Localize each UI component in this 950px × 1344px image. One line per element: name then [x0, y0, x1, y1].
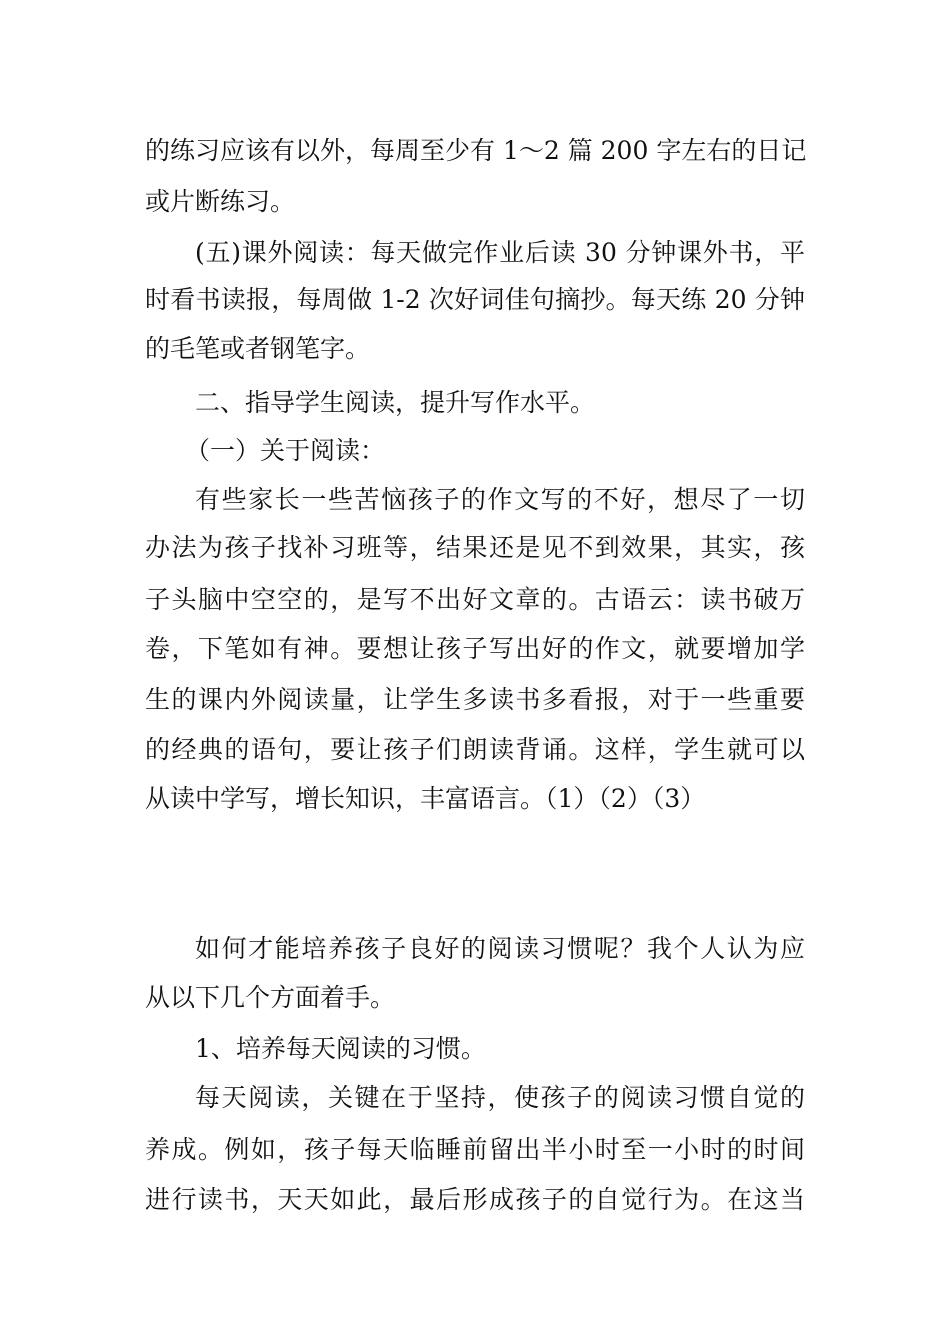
text-line: 的经典的语句，要让孩子们朗读背诵。这样，学生就可以	[145, 735, 805, 764]
text-line: 从读中学写，增长知识，丰富语言。（1）（2）（3）	[145, 784, 706, 813]
text-line: 的练习应该有以外，每周至少有 1～2 篇 200 字左右的日记	[145, 136, 807, 165]
text-line: 子头脑中空空的，是写不出好文章的。古语云：读书破万	[145, 585, 805, 614]
text-line: 的毛笔或者钢笔字。	[145, 334, 371, 363]
text-line: 时看书读报，每周做 1-2 次好词佳句摘抄。每天练 20 分钟	[145, 285, 805, 314]
text-line: 从以下几个方面着手。	[145, 983, 396, 1012]
text-line: 生的课内外阅读量，让学生多读书多看报，对于一些重要	[145, 685, 805, 714]
text-line: 进行读书，天天如此，最后形成孩子的自觉行为。在这当	[145, 1185, 805, 1214]
text-line: 养成。例如，孩子每天临睡前留出半小时至一小时的时间	[145, 1135, 805, 1164]
list-item-heading: 1、培养每天阅读的习惯。	[195, 1034, 486, 1063]
text-line: 办法为孩子找补习班等，结果还是见不到效果，其实，孩	[145, 533, 805, 562]
text-line: 卷，下笔如有神。要想让孩子写出好的作文，就要增加学	[145, 634, 805, 663]
text-line: 或片断练习。	[145, 187, 296, 216]
text-line: 每天阅读，关键在于坚持，使孩子的阅读习惯自觉的	[195, 1083, 805, 1112]
text-line: 有些家长一些苦恼孩子的作文写的不好，想尽了一切	[195, 485, 805, 514]
text-line: 如何才能培养孩子良好的阅读习惯呢？我个人认为应	[195, 934, 805, 963]
text-line: (五)课外阅读：每天做完作业后读 30 分钟课外书，平	[195, 238, 805, 267]
section-heading: 二、指导学生阅读，提升写作水平。	[195, 388, 596, 417]
subsection-heading: （一）关于阅读：	[185, 436, 386, 465]
